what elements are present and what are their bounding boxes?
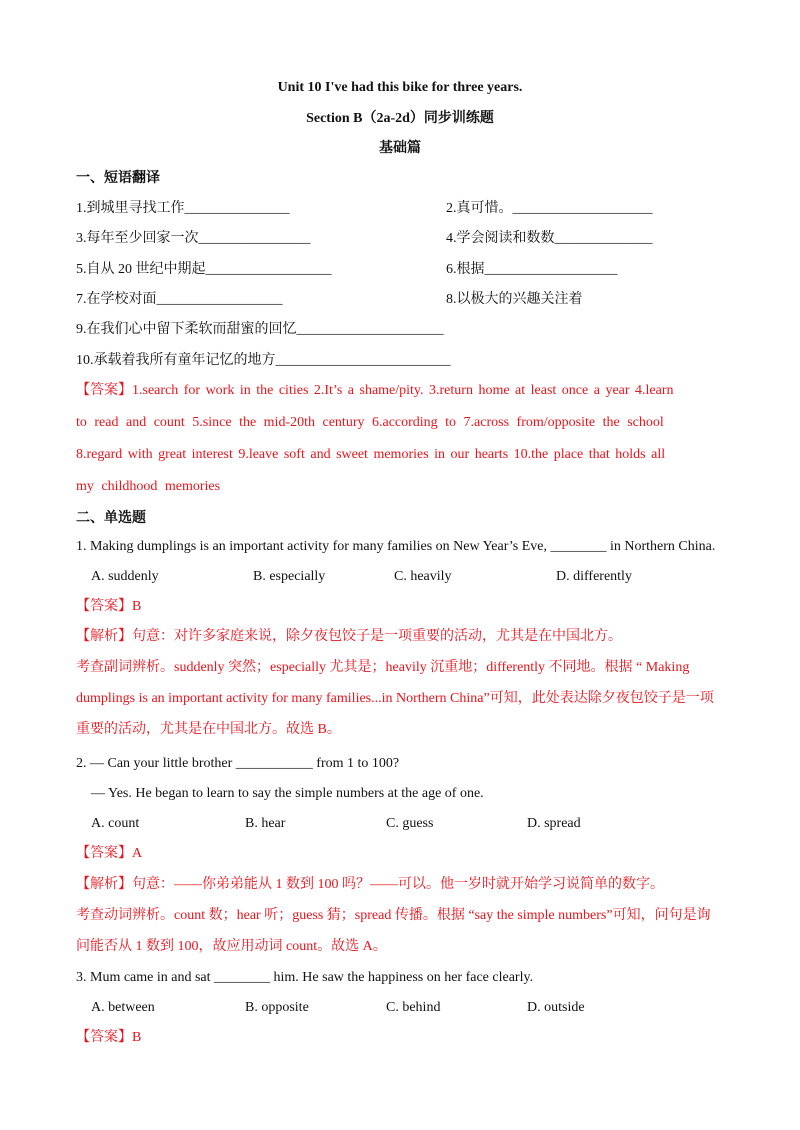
question-1-option-d: D. differently xyxy=(556,569,632,584)
question-3-option-d: D. outside xyxy=(527,1000,585,1015)
section-heading-phrase-translation: 一、短语翻译 xyxy=(76,171,160,186)
doc-title: Unit 10 I've had this bike for three years. xyxy=(277,80,523,95)
phrase-item-6: 6.根据___________________ xyxy=(446,262,618,277)
question-1-analysis-2: 考查副词辨析。suddenly 突然；especially 尤其是；heavily 沉重地；differently 不同地。根据 “ Making xyxy=(76,660,690,675)
answer-line-3: 8.regard with great interest 9.leave soft and sweet memories in our hearts 10.the place that holds all xyxy=(76,447,666,462)
question-3-option-b: B. opposite xyxy=(245,1000,309,1015)
question-2-reply: — Yes. He began to learn to say the simple numbers at the age of one. xyxy=(91,786,484,801)
question-1-option-c: C. heavily xyxy=(394,569,452,584)
question-2-analysis-3: 问能否从 1 数到 100，故应用动词 count。故选 A。 xyxy=(76,939,387,954)
question-2-option-c: C. guess xyxy=(386,816,434,831)
question-2-answer: 【答案】A xyxy=(76,846,143,861)
question-2-option-b: B. hear xyxy=(245,816,286,831)
phrase-item-10: 10.承载着我所有童年记忆的地方_________________________ xyxy=(76,353,451,368)
question-1-analysis-3: dumplings is an important activity for many families...in Northern China”可知，此处表达除夕夜包饺子是一项 xyxy=(76,691,714,706)
question-2-analysis-2: 考查动词辨析。count 数；hear 听；guess 猜；spread 传播。根据 “say the simple numbers”可知，问句是询 xyxy=(76,908,711,923)
answer-line-1: 【答案】1.search for work in the cities 2.It’s a shame/pity. 3.return home at least once a year 4.learn xyxy=(76,383,674,398)
doc-level: 基础篇 xyxy=(379,141,421,156)
question-2-option-a: A. count xyxy=(91,816,140,831)
phrase-item-2: 2.真可惜。____________________ xyxy=(446,201,653,216)
answer-line-4: my childhood memories xyxy=(76,479,221,494)
section-heading-single-choice: 二、单选题 xyxy=(76,511,146,526)
phrase-item-8: 8.以极大的兴趣关注着 xyxy=(446,292,583,307)
question-3-stem: 3. Mum came in and sat ________ him. He saw the happiness on her face clearly. xyxy=(76,970,534,985)
question-1-stem: 1. Making dumplings is an important activity for many families on New Year’s Eve, ________ in Northern China. xyxy=(76,539,716,554)
answer-line-2: to read and count 5.since the mid-20th century 6.according to 7.across from/opposite the school xyxy=(76,415,664,430)
question-2-analysis-1: 【解析】句意：——你弟弟能从 1 数到 100 吗？——可以。他一岁时就开始学习说简单的数字。 xyxy=(76,877,664,892)
question-1-analysis-4: 重要的活动，尤其是在中国北方。故选 B。 xyxy=(76,722,341,737)
doc-subtitle: Section B（2a-2d）同步训练题 xyxy=(306,111,494,126)
question-3-option-c: C. behind xyxy=(386,1000,441,1015)
phrase-item-3: 3.每年至少回家一次________________ xyxy=(76,231,311,246)
question-1-option-a: A. suddenly xyxy=(91,569,159,584)
question-2-option-d: D. spread xyxy=(527,816,581,831)
question-1-answer: 【答案】B xyxy=(76,599,142,614)
question-1-option-b: B. especially xyxy=(253,569,326,584)
phrase-item-7: 7.在学校对面__________________ xyxy=(76,292,283,307)
phrase-item-5: 5.自从 20 世纪中期起__________________ xyxy=(76,262,332,277)
question-3-answer: 【答案】B xyxy=(76,1030,142,1045)
phrase-item-4: 4.学会阅读和数数______________ xyxy=(446,231,653,246)
question-1-analysis-1: 【解析】句意：对许多家庭来说，除夕夜包饺子是一项重要的活动，尤其是在中国北方。 xyxy=(76,629,622,644)
phrase-item-1: 1.到城里寻找工作_______________ xyxy=(76,201,290,216)
question-2-stem: 2. — Can your little brother ___________ from 1 to 100? xyxy=(76,756,400,771)
phrase-item-9: 9.在我们心中留下柔软而甜蜜的回忆_____________________ xyxy=(76,322,444,337)
question-3-option-a: A. between xyxy=(91,1000,155,1015)
